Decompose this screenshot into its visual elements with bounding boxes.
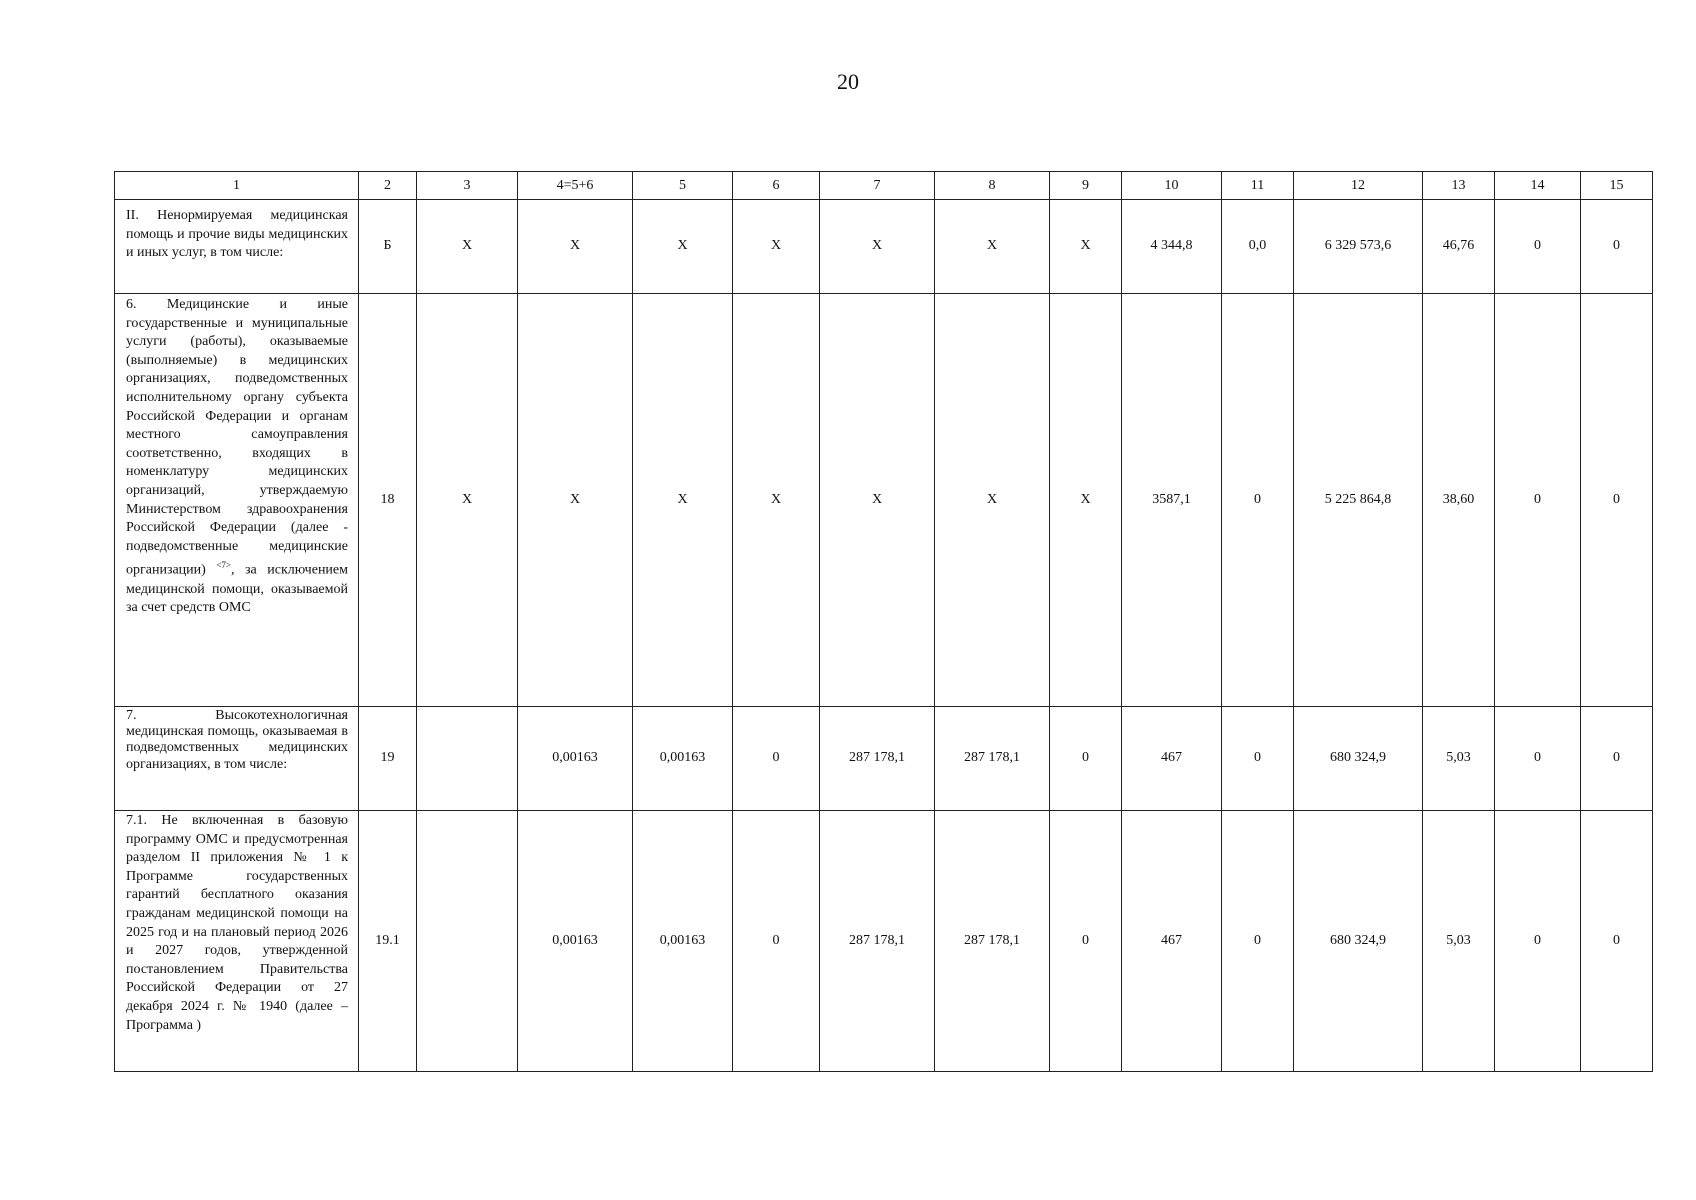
table-cell: 0,0 bbox=[1222, 200, 1294, 294]
table-cell: Х bbox=[633, 294, 733, 707]
table-cell: Б bbox=[359, 200, 417, 294]
table-cell: 680 324,9 bbox=[1294, 811, 1423, 1072]
table-cell: Х bbox=[417, 294, 518, 707]
table-cell: 0 bbox=[1581, 811, 1653, 1072]
table-cell: 0 bbox=[733, 707, 820, 811]
table-cell: 5,03 bbox=[1423, 811, 1495, 1072]
column-header: 7 bbox=[820, 172, 935, 200]
table-cell: 0 bbox=[1581, 294, 1653, 707]
column-header: 13 bbox=[1423, 172, 1495, 200]
row-description-tail: , за исключением медицинской помощи, оказываемой за счет средств ОМС bbox=[126, 562, 348, 616]
column-header: 5 bbox=[633, 172, 733, 200]
table-row bbox=[115, 707, 1653, 811]
table-cell: 467 bbox=[1122, 707, 1222, 811]
table-row bbox=[115, 200, 1653, 294]
column-header: 11 bbox=[1222, 172, 1294, 200]
table-cell: 0 bbox=[1222, 294, 1294, 707]
table-cell: 0,00163 bbox=[633, 707, 733, 811]
table-cell: 0 bbox=[1495, 294, 1581, 707]
table-row bbox=[115, 294, 1653, 707]
table-cell: Х bbox=[518, 294, 633, 707]
table-cell: Х bbox=[733, 294, 820, 707]
footnote-ref: <7> bbox=[216, 560, 231, 571]
table-cell: 18 bbox=[359, 294, 417, 707]
table-cell: Х bbox=[633, 200, 733, 294]
table-cell: 5 225 864,8 bbox=[1294, 294, 1423, 707]
table-cell: 3587,1 bbox=[1122, 294, 1222, 707]
column-header: 10 bbox=[1122, 172, 1222, 200]
table-cell: 0 bbox=[1222, 707, 1294, 811]
row-description-text: 6. Медицинские и иные государственные и муниципальные услуги (работы), оказываемые (выполняемые) в медицинских организациях, подведомственных исполнительному органу субъекта Российской Федерации и органам местного самоуправления соответственно, входящих в номенклатуру медицинских организаций, утверждаемую Министерством здравоохранения Российской Федерации (далее - подведомственные медицинские организации) bbox=[126, 297, 348, 578]
table-cell: 0 bbox=[1495, 200, 1581, 294]
table-cell: 287 178,1 bbox=[820, 707, 935, 811]
table-cell: 19 bbox=[359, 707, 417, 811]
table-cell: Х bbox=[417, 200, 518, 294]
table-cell: Х bbox=[518, 200, 633, 294]
table-cell: 0,00163 bbox=[633, 811, 733, 1072]
budget-table bbox=[114, 171, 1653, 1072]
table-cell bbox=[417, 707, 518, 811]
table-cell: 0 bbox=[1581, 200, 1653, 294]
column-header: 1 bbox=[115, 172, 359, 200]
table-cell: Х bbox=[935, 294, 1050, 707]
table-cell: Х bbox=[935, 200, 1050, 294]
table-cell: Х bbox=[820, 294, 935, 707]
table-cell: 0 bbox=[1495, 707, 1581, 811]
column-header: 14 bbox=[1495, 172, 1581, 200]
table-cell: 0,00163 bbox=[518, 707, 633, 811]
column-header: 4=5+6 bbox=[518, 172, 633, 200]
table-cell: 38,60 bbox=[1423, 294, 1495, 707]
row-description: 7. Высокотехнологичная медицинская помощь, оказываемая в подведомственных медицинских организациях, в том числе: bbox=[115, 707, 359, 811]
table-cell: 6 329 573,6 bbox=[1294, 200, 1423, 294]
column-header: 3 bbox=[417, 172, 518, 200]
row-description: II. Ненормируемая медицинская помощь и прочие виды медицинских и иных услуг, в том числе: bbox=[115, 200, 359, 294]
table-cell: 0 bbox=[1050, 811, 1122, 1072]
table-cell: Х bbox=[1050, 200, 1122, 294]
table-cell: 0 bbox=[1581, 707, 1653, 811]
table-cell: 0 bbox=[1495, 811, 1581, 1072]
table-header-row bbox=[115, 172, 1653, 200]
row-description bbox=[115, 294, 359, 707]
column-header: 6 bbox=[733, 172, 820, 200]
table-cell: 287 178,1 bbox=[820, 811, 935, 1072]
table-cell: 46,76 bbox=[1423, 200, 1495, 294]
column-header: 15 bbox=[1581, 172, 1653, 200]
table-cell: 0 bbox=[733, 811, 820, 1072]
table-cell: 19.1 bbox=[359, 811, 417, 1072]
column-header: 9 bbox=[1050, 172, 1122, 200]
table-cell: 467 bbox=[1122, 811, 1222, 1072]
table-cell: 5,03 bbox=[1423, 707, 1495, 811]
table-cell: Х bbox=[820, 200, 935, 294]
column-header: 2 bbox=[359, 172, 417, 200]
table-cell: 287 178,1 bbox=[935, 811, 1050, 1072]
table-cell: Х bbox=[733, 200, 820, 294]
table-cell: 680 324,9 bbox=[1294, 707, 1423, 811]
table-cell: 0 bbox=[1222, 811, 1294, 1072]
table-row bbox=[115, 811, 1653, 1072]
table-cell bbox=[417, 811, 518, 1072]
page-number: 20 bbox=[837, 69, 859, 94]
table-cell: 0 bbox=[1050, 707, 1122, 811]
column-header: 12 bbox=[1294, 172, 1423, 200]
table-cell: Х bbox=[1050, 294, 1122, 707]
table-cell: 287 178,1 bbox=[935, 707, 1050, 811]
table-cell: 0,00163 bbox=[518, 811, 633, 1072]
table-cell: 4 344,8 bbox=[1122, 200, 1222, 294]
row-description: 7.1. Не включенная в базовую программу ОМС и предусмотренная разделом II приложения № 1 к Программе государственных гарантий бесплатного оказания гражданам медицинской помощи на 2025 год и на плановый период 2026 и 2027 годов, утвержденной постановлением Правительства Российской Федерации от 27 декабря 2024 г. № 1940 (далее – Программа ) bbox=[115, 811, 359, 1072]
column-header: 8 bbox=[935, 172, 1050, 200]
